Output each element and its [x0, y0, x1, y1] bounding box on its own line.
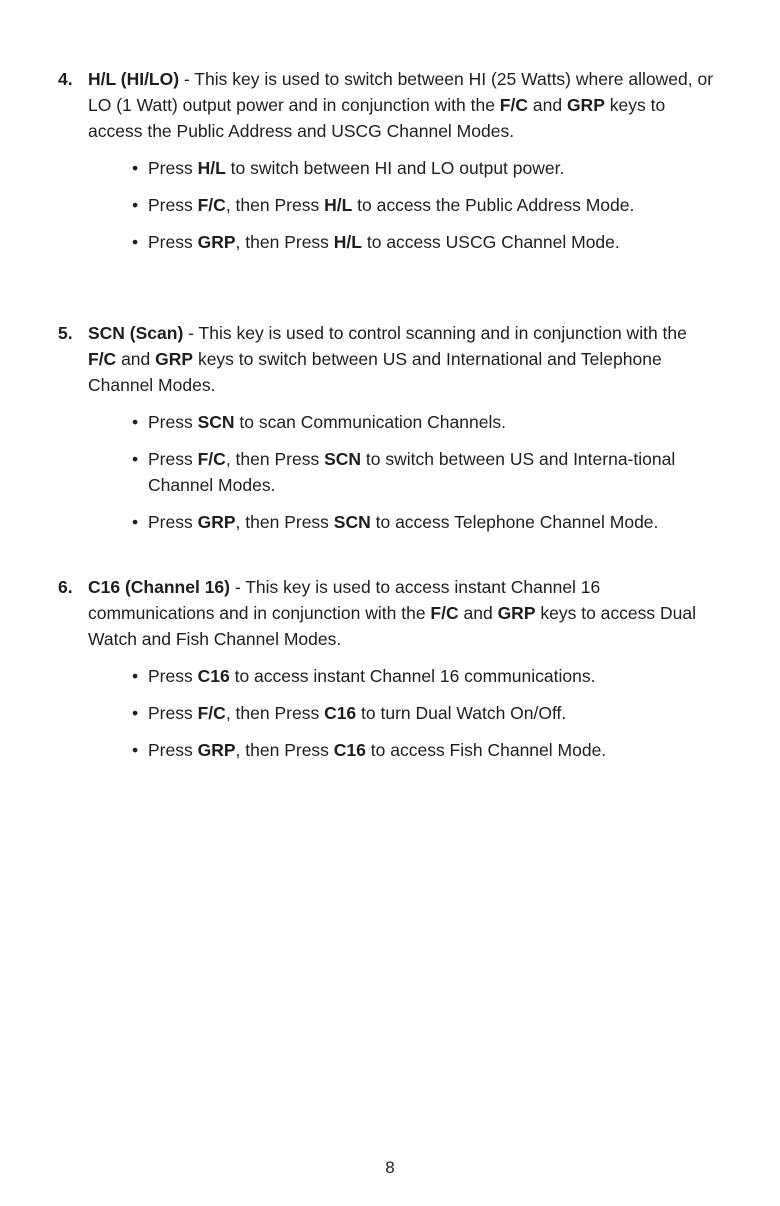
key-reference: GRP: [497, 603, 536, 623]
text-run: Press: [148, 740, 198, 760]
text-run: to access the Public Address Mode.: [352, 195, 635, 215]
page-number: 8: [385, 1158, 395, 1177]
key-reference: SCN: [324, 449, 362, 469]
key-reference: C16: [324, 703, 357, 723]
text-run: and: [116, 349, 156, 369]
text-run: Press: [148, 412, 198, 432]
bullet-item: [58, 192, 718, 218]
item-description: [88, 320, 718, 398]
item-number: 5.: [58, 323, 73, 343]
text-run: , then Press: [235, 512, 334, 532]
key-reference: GRP: [197, 512, 236, 532]
bullet-list: [58, 155, 718, 255]
key-reference: C16: [197, 666, 230, 686]
list-item-scn-key: [58, 320, 718, 535]
key-reference: H/L: [333, 232, 362, 252]
key-reference: H/L: [324, 195, 353, 215]
text-run: Press: [148, 232, 198, 252]
text-run: keys to switch between US and International and Telephone Channel Modes.: [88, 349, 662, 395]
bullet-item: [58, 229, 718, 255]
text-run: , then Press: [235, 232, 334, 252]
item-heading: [58, 574, 718, 652]
bullet-item: [58, 446, 718, 498]
item-description: [88, 574, 718, 652]
text-run: , then Press: [225, 449, 325, 469]
bullet-glyph: •: [132, 195, 139, 215]
key-reference: SCN: [333, 512, 371, 532]
bullet-list: [58, 663, 718, 763]
bullet-glyph: •: [132, 232, 139, 252]
text-run: to access Telephone Channel Mode.: [370, 512, 659, 532]
text-run: and: [458, 603, 498, 623]
text-run: keys to access Dual Watch and Fish Channel Modes.: [88, 603, 696, 649]
item-heading: [58, 320, 718, 398]
text-run: and: [528, 95, 567, 115]
text-run: to scan Communication Channels.: [234, 412, 506, 432]
item-description: [88, 66, 718, 144]
bullet-item: [58, 737, 718, 763]
item-number: 4.: [58, 69, 73, 89]
key-reference: GRP: [155, 349, 194, 369]
text-run: Press: [148, 703, 198, 723]
text-run: - This key is used to control scanning and in conjunction with the: [183, 323, 687, 343]
text-run: Press: [148, 158, 198, 178]
bullet-glyph: •: [132, 158, 139, 178]
text-run: to access USCG Channel Mode.: [362, 232, 620, 252]
bullet-glyph: •: [132, 512, 139, 532]
text-run: , then Press: [235, 740, 334, 760]
key-reference: H/L: [197, 158, 226, 178]
text-run: to access Fish Channel Mode.: [365, 740, 607, 760]
item-number: 6.: [58, 577, 73, 597]
key-reference: F/C: [197, 703, 226, 723]
bullet-item: [58, 155, 718, 181]
key-reference: GRP: [197, 740, 236, 760]
text-run: to switch between US and Interna-tional Channel Modes.: [148, 449, 676, 495]
text-run: - This key is used to switch between HI (25 Watts) where allowed, or LO (1 Watt) output power and in conjunction with the: [88, 69, 714, 115]
bullet-item: [58, 663, 718, 689]
key-name: SCN (Scan): [88, 323, 184, 343]
bullet-item: [58, 700, 718, 726]
bullet-glyph: •: [132, 740, 139, 760]
key-reference: GRP: [566, 95, 605, 115]
text-run: , then Press: [225, 703, 325, 723]
text-run: Press: [148, 195, 198, 215]
list-item-hl-key: [58, 66, 718, 255]
key-reference: F/C: [197, 449, 226, 469]
key-name: H/L (HI/LO): [88, 69, 180, 89]
bullet-list: [58, 409, 718, 535]
text-run: Press: [148, 449, 198, 469]
bullet-item: [58, 509, 718, 535]
text-run: to switch between HI and LO output power.: [225, 158, 565, 178]
key-reference: F/C: [499, 95, 528, 115]
text-run: to access instant Channel 16 communications.: [229, 666, 596, 686]
bullet-glyph: •: [132, 412, 139, 432]
text-run: to turn Dual Watch On/Off.: [356, 703, 567, 723]
key-reference: F/C: [197, 195, 226, 215]
key-reference: C16: [333, 740, 366, 760]
bullet-glyph: •: [132, 449, 139, 469]
key-reference: F/C: [430, 603, 459, 623]
key-reference: F/C: [88, 349, 117, 369]
text-run: keys to access the Public Address and USCG Channel Modes.: [88, 95, 666, 141]
text-run: Press: [148, 666, 198, 686]
text-run: , then Press: [225, 195, 325, 215]
item-heading: [58, 66, 718, 144]
list-item-c16-key: [58, 574, 718, 763]
key-reference: GRP: [197, 232, 236, 252]
bullet-glyph: •: [132, 666, 139, 686]
bullet-glyph: •: [132, 703, 139, 723]
text-run: Press: [148, 512, 198, 532]
text-run: - This key is used to access instant Channel 16 communications and in conjunction with the: [88, 577, 601, 623]
bullet-item: [58, 409, 718, 435]
key-reference: SCN: [197, 412, 235, 432]
key-name: C16 (Channel 16): [88, 577, 230, 597]
